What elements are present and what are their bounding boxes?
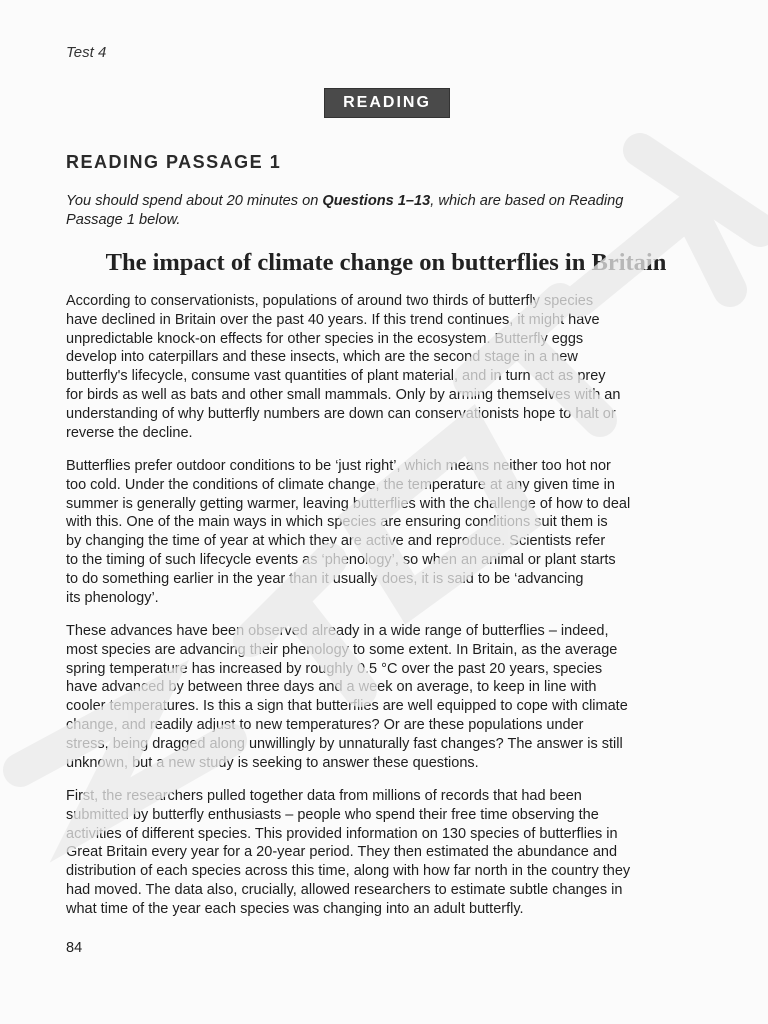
section-badge: READING: [324, 88, 450, 118]
text-line: First, the researchers pulled together data from millions of records that had been: [66, 788, 582, 804]
text-line: Butterflies prefer outdoor conditions to be ‘just right’, which means neither too hot nor: [66, 458, 611, 474]
paragraph-1: [66, 292, 716, 442]
text-line: for birds as well as bats and other small mammals. Only by arming themselves with an: [66, 386, 621, 403]
text-line: stress, being dragged along unwillingly by unnaturally fast changes? The answer is still: [66, 735, 623, 752]
text-line: spring temperature has increased by roughly 0.5 °C over the past 20 years, species: [66, 660, 603, 677]
instructions-text: You should spend about 20 minutes on: [66, 193, 323, 209]
text-line: unknown, but a new study is seeking to answer these questions.: [66, 754, 479, 771]
passage-heading: READING PASSAGE 1: [66, 152, 282, 172]
text-line: distribution of each species across this time, along with how far north in the country they: [66, 863, 631, 880]
text-line: have advanced by between three days and a week on average, to keep in line with: [66, 679, 597, 696]
text-line: These advances have been observed already in a wide range of butterflies – indeed,: [66, 623, 609, 639]
paragraph-3: [66, 622, 716, 772]
text-line: activities of different species. This provided information on 130 species of butterflies in: [66, 825, 618, 842]
text-line: reverse the decline.: [66, 424, 193, 441]
text-line: had moved. The data also, crucially, allowed researchers to estimate subtle changes in: [66, 881, 623, 898]
text-line: butterfly's lifecycle, consume vast quantities of plant material, and in turn act as prey: [66, 368, 606, 385]
text-line: submitted by butterfly enthusiasts – people who spend their free time observing the: [66, 806, 599, 823]
text-line: unpredictable knock-on effects for other species in the ecosystem. Butterfly eggs: [66, 330, 584, 347]
paragraph-4: [66, 787, 716, 919]
instructions: [66, 192, 706, 230]
text-line: have declined in Britain over the past 40 years. If this trend continues, it might have: [66, 311, 600, 328]
text-line: its phenology’.: [66, 589, 159, 606]
text-line: develop into caterpillars and these insects, which are the second stage in a new: [66, 349, 578, 366]
passage-title: The impact of climate change on butterflies in Britain: [105, 249, 667, 276]
instructions-text-end: , which are based on Reading: [430, 193, 624, 209]
text-line: to do something earlier in the year than it usually does, it is said to be ‘advancing: [66, 570, 584, 587]
text-line: by changing the time of year at which they are active and reproduce. Scientists refer: [66, 533, 606, 550]
text-line: to the timing of such lifecycle events as ‘phenology’, so when an animal or plant starts: [66, 551, 616, 568]
paragraph-2: [66, 457, 716, 607]
text-line: Great Britain every year for a 20-year period. They then estimated the abundance and: [66, 844, 618, 861]
text-line: According to conservationists, populations of around two thirds of butterfly species: [66, 293, 594, 309]
text-line: with this. One of the main ways in which species are ensuring conditions suit them is: [66, 514, 608, 531]
instructions-line2: Passage 1 below.: [66, 212, 181, 228]
instructions-questions: Questions 1–13: [322, 193, 431, 209]
text-line: cooler temperatures. Is this a sign that butterflies are well equipped to cope with climate: [66, 698, 628, 715]
page-number: 84: [66, 940, 83, 956]
text-line: summer is generally getting warmer, leaving butterflies with the challenge of how to deal: [66, 495, 631, 512]
text-line: understanding of why butterfly numbers are down can conservationists hope to halt or: [66, 405, 616, 422]
text-line: change, and readily adjust to new temperatures? Or are these populations under: [66, 716, 584, 733]
text-line: too cold. Under the conditions of climate change, the temperature at any given time in: [66, 476, 615, 493]
text-line: most species are advancing their phenology to some extent. In Britain, as the average: [66, 641, 618, 658]
test-label: Test 4: [66, 44, 107, 61]
text-line: what time of the year each species was changing into an adult butterfly.: [66, 900, 524, 917]
